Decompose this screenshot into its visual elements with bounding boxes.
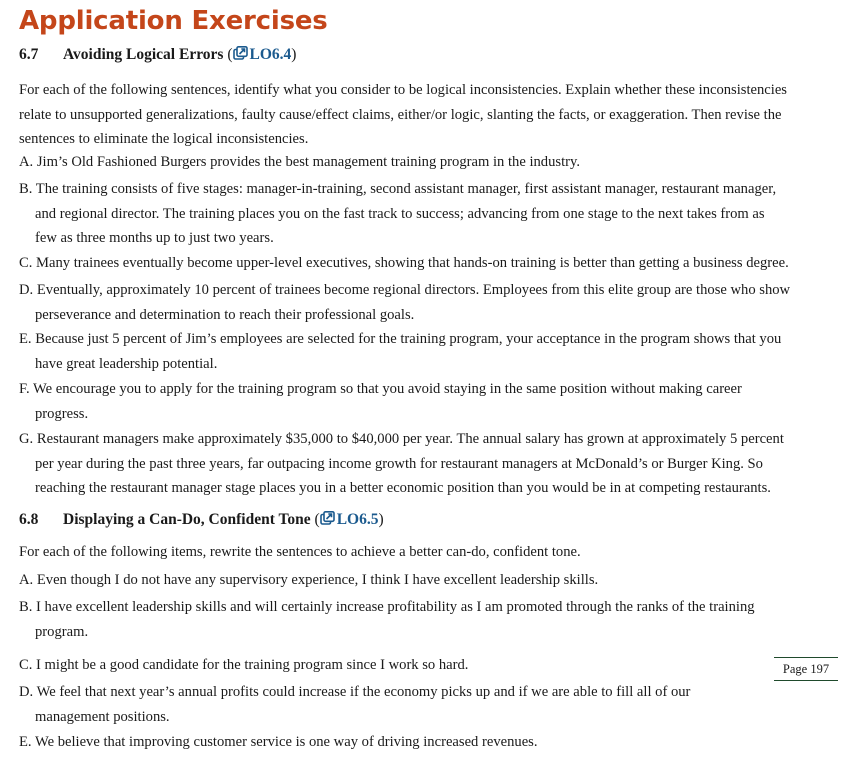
item-letter: D. bbox=[19, 282, 34, 298]
item-letter: C. bbox=[19, 657, 33, 673]
exercise-heading-6-7 bbox=[19, 44, 296, 66]
item-text: Eventually, approximately 10 percent of trainees become regional directors. Employees from this elite group are those who show bbox=[36, 282, 791, 298]
list-item-6-7-c bbox=[19, 251, 839, 276]
item-letter: A. bbox=[19, 572, 34, 588]
exercise-instructions-6-7 bbox=[19, 78, 839, 152]
page-title: Application Exercises bbox=[19, 6, 328, 36]
list-item-6-8-a bbox=[19, 568, 839, 593]
item-letter: B. bbox=[19, 181, 33, 197]
item-letter: E. bbox=[19, 331, 32, 347]
external-link-icon bbox=[320, 511, 335, 525]
item-text: We believe that improving customer service is one way of driving increased revenues. bbox=[34, 734, 538, 750]
item-text: progress. bbox=[35, 405, 89, 422]
list-item-6-7-g bbox=[19, 427, 839, 501]
instruction-line: relate to unsupported generalizations, faulty cause/effect claims, either/or logic, slanting the facts, or exaggeration. Then revise the bbox=[19, 106, 782, 123]
item-text: program. bbox=[35, 623, 89, 640]
item-letter: D. bbox=[19, 684, 34, 700]
item-text: Many trainees eventually become upper-level executives, showing that hands-on training is better than getting a business degree. bbox=[36, 255, 789, 271]
item-text: Even though I do not have any supervisory experience, I think I have excellent leadership skills. bbox=[36, 572, 599, 588]
list-item-6-8-d bbox=[19, 680, 839, 729]
list-item-6-8-b bbox=[19, 595, 839, 644]
item-text: few as three months up to just two years. bbox=[35, 230, 274, 246]
item-letter: B. bbox=[19, 599, 33, 615]
lo-link-6-4[interactable] bbox=[233, 46, 292, 63]
exercise-instructions-6-8 bbox=[19, 540, 839, 565]
exercise-number: 6.8 bbox=[19, 511, 39, 528]
instruction-line: For each of the following items, rewrite the sentences to achieve a better can-do, confident tone. bbox=[19, 544, 581, 560]
item-text: management positions. bbox=[35, 708, 170, 725]
exercise-number: 6.7 bbox=[19, 46, 39, 63]
lo-link-6-5[interactable] bbox=[320, 511, 379, 528]
exercise-title: Avoiding Logical Errors bbox=[63, 46, 224, 63]
item-text: We encourage you to apply for the training program so that you avoid staying in the same position without making career bbox=[33, 381, 742, 397]
lo-label: LO6.4 bbox=[249, 46, 292, 63]
list-item-6-7-a bbox=[19, 150, 839, 175]
lo-label: LO6.5 bbox=[336, 511, 379, 528]
item-text: We feel that next year’s annual profits could increase if the economy picks up and if we are able to fill all of our bbox=[36, 684, 691, 700]
item-text: Jim’s Old Fashioned Burgers provides the best management training program in the industry. bbox=[36, 154, 580, 170]
exercise-heading-6-8 bbox=[19, 509, 384, 531]
paren-open: ( bbox=[227, 46, 233, 63]
list-item-6-8-c bbox=[19, 653, 839, 678]
page-marker: Page 197 bbox=[774, 657, 838, 681]
list-item-6-7-e bbox=[19, 327, 839, 376]
external-link-icon bbox=[233, 46, 248, 60]
item-letter: G. bbox=[19, 431, 34, 447]
list-item-6-7-d bbox=[19, 278, 839, 327]
instruction-line: For each of the following sentences, identify what you consider to be logical inconsistencies. Explain whether these inconsistencies bbox=[19, 82, 787, 98]
item-letter: E. bbox=[19, 734, 32, 750]
item-text: have great leadership potential. bbox=[35, 355, 218, 372]
paren-open: ( bbox=[314, 511, 320, 528]
item-text: I might be a good candidate for the training program since I work so hard. bbox=[36, 657, 469, 673]
list-item-6-8-e bbox=[19, 730, 839, 755]
instruction-line: sentences to eliminate the logical inconsistencies. bbox=[19, 131, 309, 147]
item-text: perseverance and determination to reach their professional goals. bbox=[35, 306, 415, 323]
item-letter: C. bbox=[19, 255, 33, 271]
item-text: and regional director. The training places you on the fast track to success; advancing from one stage to the next takes from as bbox=[35, 205, 765, 222]
item-text: I have excellent leadership skills and will certainly increase profitability as I am promoted through the ranks of the training bbox=[36, 599, 755, 615]
list-item-6-7-b bbox=[19, 177, 839, 251]
item-text: reaching the restaurant manager stage places you in a better economic position than you would be in at competing restaurants. bbox=[35, 480, 771, 496]
item-text: Because just 5 percent of Jim’s employees are selected for the training program, your acceptance in the program shows that you bbox=[35, 331, 782, 347]
paren-close: ) bbox=[291, 46, 297, 63]
item-letter: A. bbox=[19, 154, 34, 170]
item-letter: F. bbox=[19, 381, 30, 397]
item-text: The training consists of five stages: manager-in-training, second assistant manager, first assistant manager, restaurant manager, bbox=[35, 181, 777, 197]
item-text: Restaurant managers make approximately $35,000 to $40,000 per year. The annual salary has grown at approximately 5 percent bbox=[36, 431, 784, 447]
item-text: per year during the past three years, far outpacing income growth for restaurant managers at McDonald’s or Burger King. So bbox=[35, 455, 763, 472]
paren-close: ) bbox=[378, 511, 384, 528]
exercise-title: Displaying a Can-Do, Confident Tone bbox=[63, 511, 311, 528]
list-item-6-7-f bbox=[19, 377, 839, 426]
